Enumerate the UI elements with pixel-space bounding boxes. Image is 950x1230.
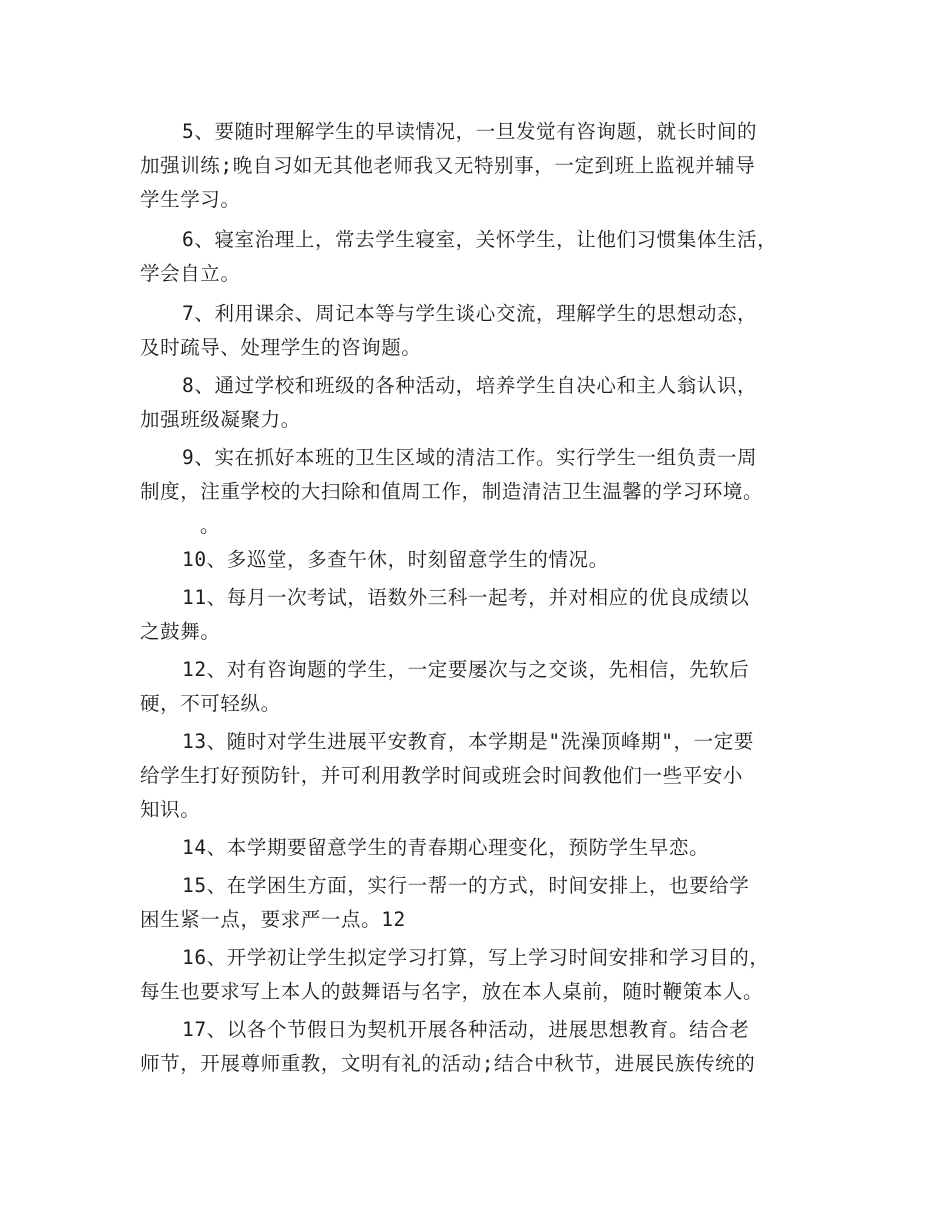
text-line: 知识。 (140, 798, 201, 821)
text-line: 师节，开展尊师重教，文明有礼的活动;结合中秋节，进展民族传统的 (140, 1052, 756, 1075)
text-line: 及时疏导、处理学生的咨询题。 (140, 336, 422, 359)
text-line: 8、通过学校和班级的各种活动，培养学生自决心和主人翁认识， (182, 374, 758, 397)
text-line: 14、本学期要留意学生的青春期心理变化，预防学生早恋。 (182, 836, 710, 859)
text-line: 。 (200, 514, 221, 537)
text-line: 13、随时对学生进展平安教育，本学期是"洗澡顶峰期"，一定要 (182, 730, 754, 753)
text-line: 17、以各个节假日为契机开展各种活动，进展思想教育。结合老 (182, 1018, 750, 1041)
text-line: 每生也要求写上本人的鼓舞语与名字，放在本人桌前，随时鞭策本人。 (140, 980, 764, 1003)
text-line: 6、寝室治理上，常去学生寝室，关怀学生，让他们习惯集体生活， (182, 228, 778, 251)
text-line: 困生紧一点，要求严一点。12 (140, 908, 406, 931)
text-line: 12、对有咨询题的学生，一定要屡次与之交谈，先相信，先软后 (182, 658, 750, 681)
text-line: 5、要随时理解学生的早读情况，一旦发觉有咨询题，就长时间的 (182, 120, 758, 143)
text-line: 9、实在抓好本班的卫生区域的清洁工作。实行学生一组负责一周 (182, 446, 758, 469)
text-line: 硬，不可轻纵。 (140, 692, 281, 715)
text-line: 学生学习。 (140, 188, 241, 211)
text-line: 15、在学困生方面，实行一帮一的方式，时间安排上，也要给学 (182, 874, 750, 897)
text-line: 给学生打好预防针，并可利用教学时间或班会时间教他们一些平安小 (140, 764, 744, 787)
text-line: 加强训练;晚自习如无其他老师我又无特别事，一定到班上监视并辅导 (140, 154, 756, 177)
text-line: 加强班级凝聚力。 (140, 408, 301, 431)
text-line: 11、每月一次考试，语数外三科一起考，并对相应的优良成绩以 (182, 586, 750, 609)
text-line: 7、利用课余、周记本等与学生谈心交流，理解学生的思想动态， (182, 302, 758, 325)
text-line: 学会自立。 (140, 262, 241, 285)
text-line: 之鼓舞。 (140, 620, 221, 643)
text-line: 16、开学初让学生拟定学习打算，写上学习时间安排和学习目的， (182, 946, 770, 969)
text-line: 10、多巡堂，多查午休，时刻留意学生的情况。 (182, 548, 609, 571)
text-line: 制度，注重学校的大扫除和值周工作，制造清洁卫生温馨的学习环境。 (140, 480, 764, 503)
